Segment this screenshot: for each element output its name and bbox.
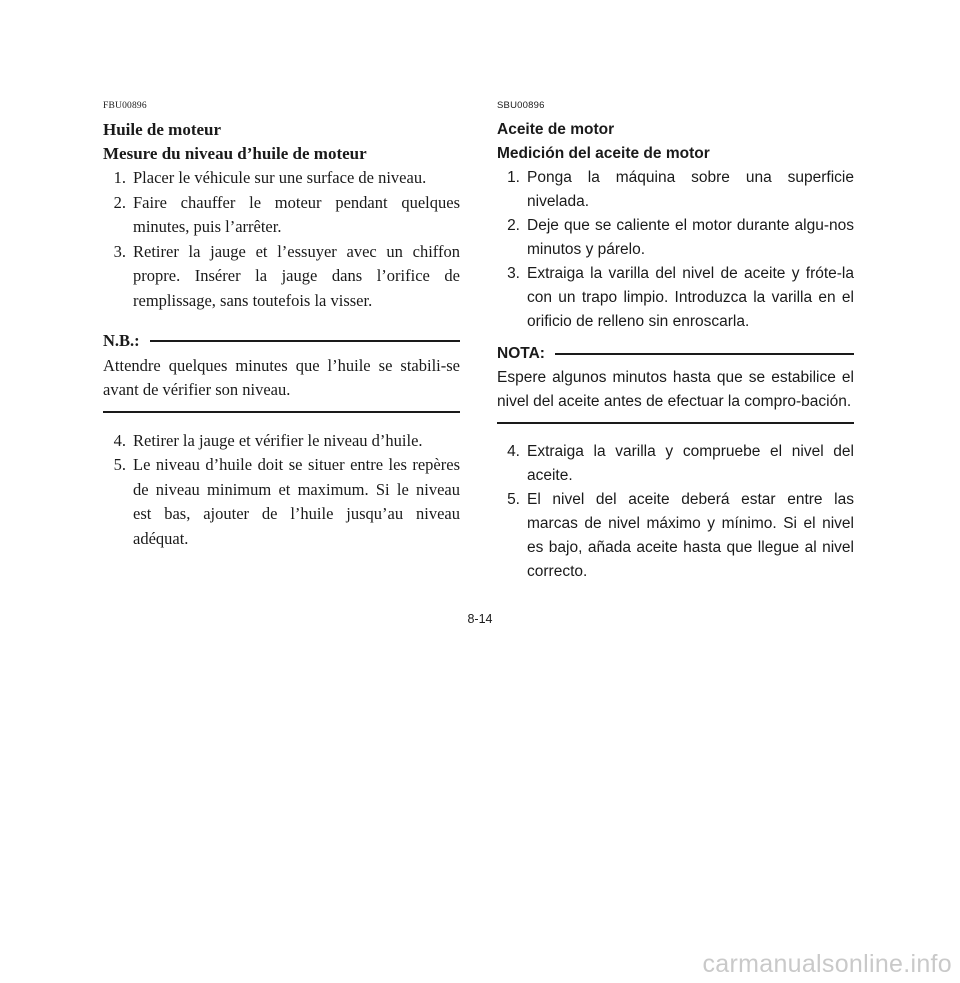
step-number: 1. — [507, 169, 520, 186]
step-number: 5. — [507, 491, 520, 508]
section-title: Aceite de motor — [497, 121, 615, 138]
step-number: 3. — [113, 241, 126, 261]
list-item — [103, 191, 460, 240]
note-header — [103, 329, 460, 354]
note-divider — [150, 340, 460, 342]
list-item — [497, 166, 854, 214]
step-text: El nivel del aceite deberá estar entre las marcas de nivel máximo y mínimo. Si el nivel es bajo, añada aceite hasta que llegue al nivel correcto. — [527, 491, 854, 580]
step-text: Extraiga la varilla y compruebe el nivel del aceite. — [527, 443, 854, 484]
step-number: 2. — [507, 217, 520, 234]
step-text: Placer le véhicule sur une surface de niveau. — [133, 168, 427, 187]
list-item — [497, 262, 854, 334]
note-text: Attendre quelques minutes que l’huile se stabili-se avant de vérifier son niveau. — [103, 354, 460, 413]
note-label: NOTA: — [497, 345, 545, 362]
list-item — [103, 429, 460, 454]
step-number: 4. — [113, 430, 126, 450]
section-code: FBU00896 — [103, 101, 147, 111]
step-number: 4. — [507, 443, 520, 460]
section-code: SBU00896 — [497, 100, 545, 111]
step-text: Ponga la máquina sobre una superficie nivelada. — [527, 169, 854, 210]
steps-list — [497, 440, 854, 584]
french-column — [103, 100, 460, 551]
list-item — [103, 240, 460, 314]
note-text: Espere algunos minutos hasta que se estabilice el nivel del aceite antes de efectuar la compro-bación. — [497, 366, 854, 424]
step-number: 5. — [113, 455, 126, 474]
page-number: 8-14 — [467, 612, 493, 626]
steps-list — [103, 166, 460, 313]
step-text: Retirer la jauge et vérifier le niveau d’huile. — [133, 430, 423, 450]
list-item — [103, 166, 460, 191]
section-subtitle: Mesure du niveau d’huile de moteur — [103, 144, 367, 163]
step-text: Faire chauffer le moteur pendant quelques minutes, puis l’arrêter. — [133, 192, 460, 236]
step-text: Deje que se caliente el motor durante algu-nos minutos y párelo. — [527, 217, 854, 258]
section-title: Huile de moteur — [103, 120, 222, 139]
list-item — [497, 440, 854, 488]
step-text: Le niveau d’huile doit se situer entre les repères de niveau minimum et maximum. Si le niveau est bas, ajouter de l’huile jusqu’au niveau adéquat. — [133, 455, 460, 548]
section-subtitle: Medición del aceite de motor — [497, 145, 710, 162]
steps-list — [497, 166, 854, 334]
step-number: 1. — [113, 168, 126, 187]
note-header — [497, 342, 854, 366]
step-text: Retirer la jauge et l’essuyer avec un chiffon propre. Insérer la jauge dans l’orifice de remplissage, sans toutefois la visser. — [133, 241, 460, 310]
spanish-column — [497, 100, 854, 584]
list-item — [497, 488, 854, 584]
step-number: 2. — [113, 192, 126, 212]
list-item — [497, 214, 854, 262]
note-label: N.B.: — [103, 331, 140, 350]
list-item — [103, 453, 460, 551]
step-number: 3. — [507, 265, 520, 282]
watermark: carmanualsonline.info — [702, 950, 952, 978]
note-divider — [555, 353, 854, 355]
steps-list — [103, 429, 460, 552]
step-text: Extraiga la varilla del nivel de aceite y fróte-la con un trapo limpio. Introduzca la varilla en el orificio de relleno sin enroscarla. — [527, 265, 854, 330]
